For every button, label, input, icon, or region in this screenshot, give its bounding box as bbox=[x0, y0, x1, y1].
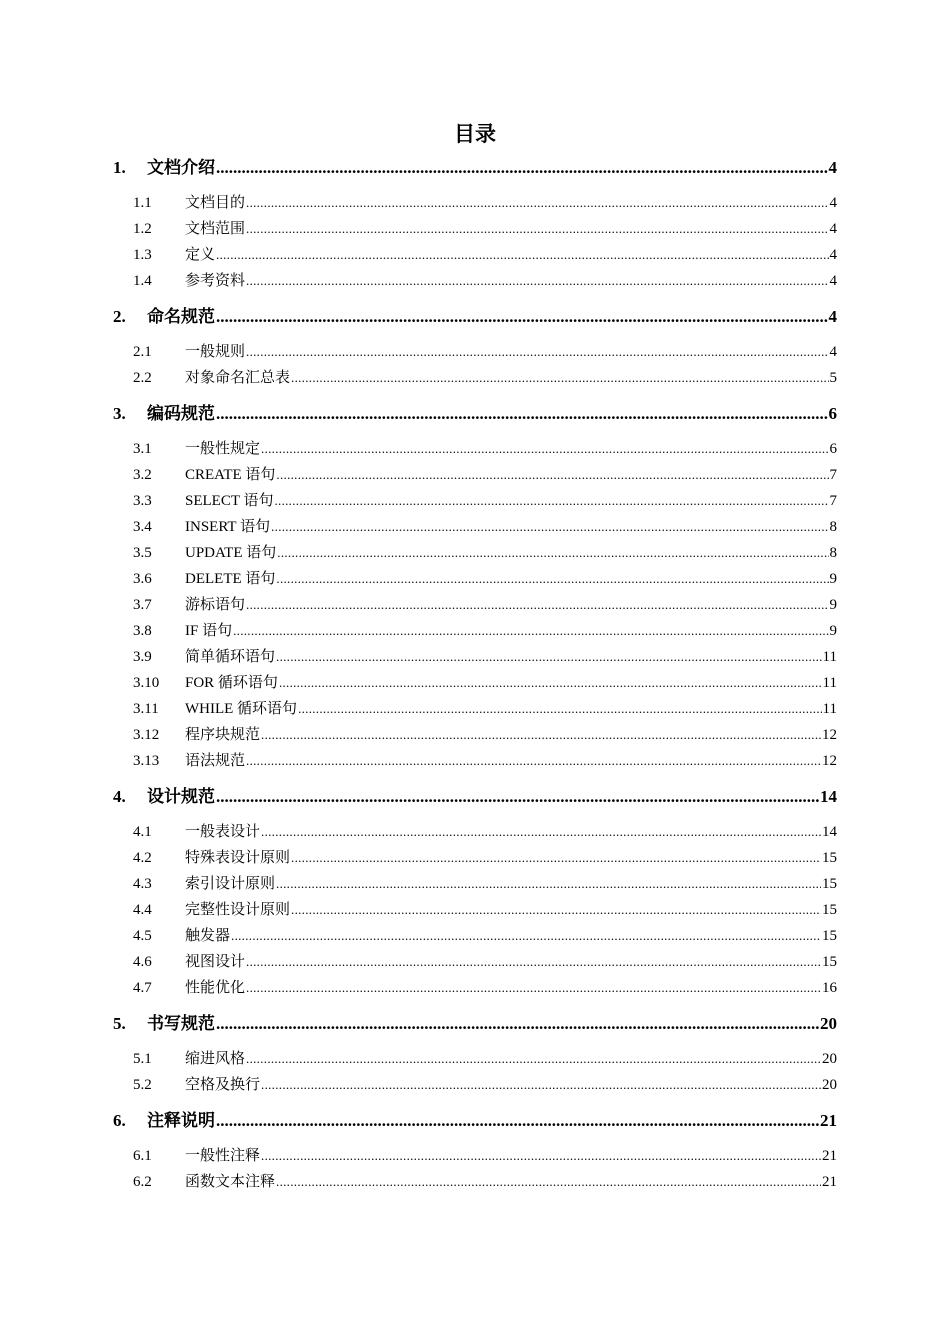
table-of-contents bbox=[113, 155, 837, 1195]
toc-entry-number: 2.2 bbox=[133, 370, 152, 386]
toc-entry-number: 3.7 bbox=[133, 597, 152, 613]
toc-entry-title: 注释说明 bbox=[147, 1111, 215, 1130]
toc-entry-page-number: 21 bbox=[822, 1174, 837, 1190]
toc-entry-page-number: 6 bbox=[828, 404, 837, 423]
toc-dot-leader bbox=[216, 784, 819, 810]
toc-entry-page-number: 9 bbox=[829, 571, 837, 587]
toc-entry-number: 5. bbox=[113, 1014, 126, 1033]
toc-dot-leader bbox=[261, 1143, 821, 1169]
toc-dot-leader bbox=[246, 592, 828, 618]
toc-dot-leader bbox=[261, 1072, 821, 1098]
toc-entry-number: 1.1 bbox=[133, 195, 152, 211]
toc-entry-page-number: 12 bbox=[822, 727, 837, 743]
toc-dot-leader bbox=[261, 436, 828, 462]
toc-entry-title: 程序块规范 bbox=[185, 727, 261, 743]
toc-entry-page-number: 4 bbox=[829, 195, 837, 211]
toc-entry-page-number: 15 bbox=[822, 902, 837, 918]
toc-entry-title: 对象命名汇总表 bbox=[185, 370, 291, 386]
toc-entry-title: 触发器 bbox=[185, 928, 231, 944]
toc-dot-leader bbox=[216, 1011, 819, 1037]
toc-entry-title: 命名规范 bbox=[147, 307, 215, 326]
toc-entry-title: 缩进风格 bbox=[185, 1051, 246, 1067]
toc-entry-page-number: 9 bbox=[829, 623, 837, 639]
toc-entry-page-number: 14 bbox=[820, 787, 837, 806]
toc-dot-leader bbox=[246, 949, 821, 975]
toc-section-entry[interactable] bbox=[113, 670, 837, 696]
toc-entry-page-number: 7 bbox=[829, 493, 837, 509]
toc-entry-title: SELECT 语句 bbox=[185, 493, 274, 509]
toc-section-entry[interactable] bbox=[113, 216, 837, 242]
toc-section-entry[interactable] bbox=[113, 845, 837, 871]
toc-section-entry[interactable] bbox=[113, 975, 837, 1001]
toc-dot-leader bbox=[291, 845, 821, 871]
toc-dot-leader bbox=[216, 242, 828, 268]
toc-chapter-entry[interactable] bbox=[113, 784, 837, 810]
toc-entry-number: 3.2 bbox=[133, 467, 152, 483]
toc-section-entry[interactable] bbox=[113, 696, 837, 722]
toc-dot-leader bbox=[216, 1108, 819, 1134]
toc-entry-number: 3. bbox=[113, 404, 126, 423]
toc-dot-leader bbox=[276, 566, 828, 592]
toc-dot-leader bbox=[276, 462, 828, 488]
toc-entry-title: 一般性规定 bbox=[185, 441, 261, 457]
toc-dot-leader bbox=[216, 401, 828, 427]
toc-chapter-entry[interactable] bbox=[113, 1011, 837, 1037]
toc-section-entry[interactable] bbox=[113, 566, 837, 592]
toc-entry-page-number: 20 bbox=[822, 1051, 837, 1067]
toc-dot-leader bbox=[261, 819, 821, 845]
toc-entry-page-number: 4 bbox=[828, 158, 837, 177]
toc-dot-leader bbox=[271, 514, 828, 540]
toc-section-entry[interactable] bbox=[113, 644, 837, 670]
toc-entry-number: 4.4 bbox=[133, 902, 152, 918]
toc-entry-number: 3.6 bbox=[133, 571, 152, 587]
toc-entry-number: 3.12 bbox=[133, 727, 160, 743]
toc-entry-number: 4.7 bbox=[133, 980, 152, 996]
toc-entry-number: 5.1 bbox=[133, 1051, 152, 1067]
toc-entry-page-number: 4 bbox=[829, 247, 837, 263]
toc-entry-page-number: 8 bbox=[829, 519, 837, 535]
toc-section-entry[interactable] bbox=[113, 1169, 837, 1195]
toc-section-entry[interactable] bbox=[113, 592, 837, 618]
toc-entry-title: CREATE 语句 bbox=[185, 467, 276, 483]
toc-entry-number: 3.8 bbox=[133, 623, 152, 639]
toc-entry-page-number: 21 bbox=[820, 1111, 837, 1130]
toc-section-entry[interactable] bbox=[113, 1072, 837, 1098]
toc-dot-leader bbox=[216, 304, 828, 330]
toc-entry-page-number: 15 bbox=[822, 850, 837, 866]
toc-entry-number: 3.13 bbox=[133, 753, 160, 769]
toc-entry-title: 定义 bbox=[185, 247, 216, 263]
toc-entry-title: 文档目的 bbox=[185, 195, 246, 211]
toc-entry-number: 1. bbox=[113, 158, 126, 177]
toc-dot-leader bbox=[246, 748, 821, 774]
toc-entry-page-number: 20 bbox=[822, 1077, 837, 1093]
toc-entry-page-number: 6 bbox=[829, 441, 837, 457]
toc-dot-leader bbox=[276, 871, 821, 897]
toc-entry-page-number: 4 bbox=[829, 221, 837, 237]
toc-entry-title: 特殊表设计原则 bbox=[185, 850, 291, 866]
toc-entry-number: 3.9 bbox=[133, 649, 152, 665]
toc-section-entry[interactable] bbox=[113, 748, 837, 774]
toc-dot-leader bbox=[274, 488, 828, 514]
toc-entry-title: 性能优化 bbox=[185, 980, 246, 996]
toc-entry-page-number: 7 bbox=[829, 467, 837, 483]
toc-entry-page-number: 14 bbox=[822, 824, 837, 840]
toc-section-entry[interactable] bbox=[113, 488, 837, 514]
toc-section-entry[interactable] bbox=[113, 871, 837, 897]
toc-entry-number: 4.3 bbox=[133, 876, 152, 892]
toc-entry-title: 书写规范 bbox=[147, 1014, 215, 1033]
toc-entry-title: IF 语句 bbox=[185, 623, 233, 639]
toc-entry-page-number: 4 bbox=[829, 273, 837, 289]
toc-dot-leader bbox=[216, 155, 828, 181]
toc-chapter-entry[interactable] bbox=[113, 155, 837, 181]
toc-entry-page-number: 8 bbox=[829, 545, 837, 561]
toc-dot-leader bbox=[231, 923, 821, 949]
toc-entry-title: DELETE 语句 bbox=[185, 571, 276, 587]
toc-entry-page-number: 11 bbox=[822, 701, 837, 717]
toc-entry-number: 2.1 bbox=[133, 344, 152, 360]
toc-entry-title: 函数文本注释 bbox=[185, 1174, 276, 1190]
toc-entry-page-number: 21 bbox=[822, 1148, 837, 1164]
toc-dot-leader bbox=[246, 268, 828, 294]
toc-entry-title: 文档范围 bbox=[185, 221, 246, 237]
toc-entry-number: 3.4 bbox=[133, 519, 152, 535]
toc-section-entry[interactable] bbox=[113, 1143, 837, 1169]
toc-section-entry[interactable] bbox=[113, 190, 837, 216]
toc-entry-number: 3.10 bbox=[133, 675, 160, 691]
toc-section-entry[interactable] bbox=[113, 540, 837, 566]
toc-section-entry[interactable] bbox=[113, 242, 837, 268]
toc-entry-number: 3.5 bbox=[133, 545, 152, 561]
toc-section-entry[interactable] bbox=[113, 462, 837, 488]
toc-entry-title: 语法规范 bbox=[185, 753, 246, 769]
toc-entry-title: 一般表设计 bbox=[185, 824, 261, 840]
toc-dot-leader bbox=[233, 618, 828, 644]
toc-entry-title: 空格及换行 bbox=[185, 1077, 261, 1093]
toc-entry-title: UPDATE 语句 bbox=[185, 545, 277, 561]
toc-dot-leader bbox=[291, 897, 821, 923]
toc-entry-number: 3.11 bbox=[133, 701, 159, 717]
toc-entry-title: 简单循环语句 bbox=[185, 649, 276, 665]
toc-section-entry[interactable] bbox=[113, 897, 837, 923]
toc-entry-page-number: 4 bbox=[829, 344, 837, 360]
toc-entry-title: WHILE 循环语句 bbox=[185, 701, 298, 717]
toc-entry-number: 2. bbox=[113, 307, 126, 326]
toc-entry-title: 视图设计 bbox=[185, 954, 246, 970]
toc-entry-number: 4.1 bbox=[133, 824, 152, 840]
toc-entry-title: 一般性注释 bbox=[185, 1148, 261, 1164]
toc-entry-title: INSERT 语句 bbox=[185, 519, 271, 535]
toc-section-entry[interactable] bbox=[113, 819, 837, 845]
toc-dot-leader bbox=[276, 644, 822, 670]
toc-entry-title: 完整性设计原则 bbox=[185, 902, 291, 918]
toc-dot-leader bbox=[246, 975, 821, 1001]
toc-entry-title: 编码规范 bbox=[147, 404, 215, 423]
toc-chapter-entry[interactable] bbox=[113, 304, 837, 330]
toc-entry-number: 4.6 bbox=[133, 954, 152, 970]
toc-section-entry[interactable] bbox=[113, 949, 837, 975]
toc-section-entry[interactable] bbox=[113, 268, 837, 294]
toc-entry-number: 3.3 bbox=[133, 493, 152, 509]
toc-entry-page-number: 15 bbox=[822, 928, 837, 944]
toc-entry-page-number: 9 bbox=[829, 597, 837, 613]
toc-entry-number: 4. bbox=[113, 787, 126, 806]
toc-section-entry[interactable] bbox=[113, 339, 837, 365]
toc-entry-number: 4.2 bbox=[133, 850, 152, 866]
toc-entry-title: 文档介绍 bbox=[147, 158, 215, 177]
toc-dot-leader bbox=[246, 216, 828, 242]
toc-section-entry[interactable] bbox=[113, 722, 837, 748]
toc-section-entry[interactable] bbox=[113, 436, 837, 462]
toc-dot-leader bbox=[246, 339, 828, 365]
toc-section-entry[interactable] bbox=[113, 514, 837, 540]
toc-entry-number: 1.4 bbox=[133, 273, 152, 289]
toc-entry-number: 1.3 bbox=[133, 247, 152, 263]
toc-entry-page-number: 20 bbox=[820, 1014, 837, 1033]
toc-entry-title: FOR 循环语句 bbox=[185, 675, 278, 691]
toc-dot-leader bbox=[261, 722, 821, 748]
toc-entry-number: 4.5 bbox=[133, 928, 152, 944]
toc-dot-leader bbox=[246, 190, 828, 216]
toc-section-entry[interactable] bbox=[113, 1046, 837, 1072]
toc-entry-title: 索引设计原则 bbox=[185, 876, 276, 892]
toc-entry-title: 游标语句 bbox=[185, 597, 246, 613]
toc-title: 目录 bbox=[454, 122, 496, 146]
toc-section-entry[interactable] bbox=[113, 365, 837, 391]
toc-dot-leader bbox=[246, 1046, 821, 1072]
toc-entry-title: 一般规则 bbox=[185, 344, 246, 360]
toc-dot-leader bbox=[276, 1169, 821, 1195]
toc-dot-leader bbox=[279, 670, 822, 696]
toc-dot-leader bbox=[291, 365, 828, 391]
toc-entry-title: 参考资料 bbox=[185, 273, 246, 289]
toc-entry-page-number: 15 bbox=[822, 876, 837, 892]
toc-entry-page-number: 12 bbox=[822, 753, 837, 769]
toc-section-entry[interactable] bbox=[113, 923, 837, 949]
toc-dot-leader bbox=[277, 540, 828, 566]
toc-entry-page-number: 4 bbox=[828, 307, 837, 326]
toc-dot-leader bbox=[298, 696, 821, 722]
toc-entry-page-number: 11 bbox=[822, 649, 837, 665]
toc-entry-number: 6. bbox=[113, 1111, 126, 1130]
toc-chapter-entry[interactable] bbox=[113, 401, 837, 427]
toc-entry-page-number: 5 bbox=[829, 370, 837, 386]
toc-entry-number: 3.1 bbox=[133, 441, 152, 457]
toc-entry-number: 1.2 bbox=[133, 221, 152, 237]
toc-entry-page-number: 16 bbox=[822, 980, 837, 996]
toc-entry-number: 6.2 bbox=[133, 1174, 152, 1190]
toc-chapter-entry[interactable] bbox=[113, 1108, 837, 1134]
toc-entry-page-number: 15 bbox=[822, 954, 837, 970]
toc-entry-title: 设计规范 bbox=[147, 787, 215, 806]
toc-entry-number: 6.1 bbox=[133, 1148, 152, 1164]
toc-section-entry[interactable] bbox=[113, 618, 837, 644]
toc-entry-page-number: 11 bbox=[822, 675, 837, 691]
toc-entry-number: 5.2 bbox=[133, 1077, 152, 1093]
